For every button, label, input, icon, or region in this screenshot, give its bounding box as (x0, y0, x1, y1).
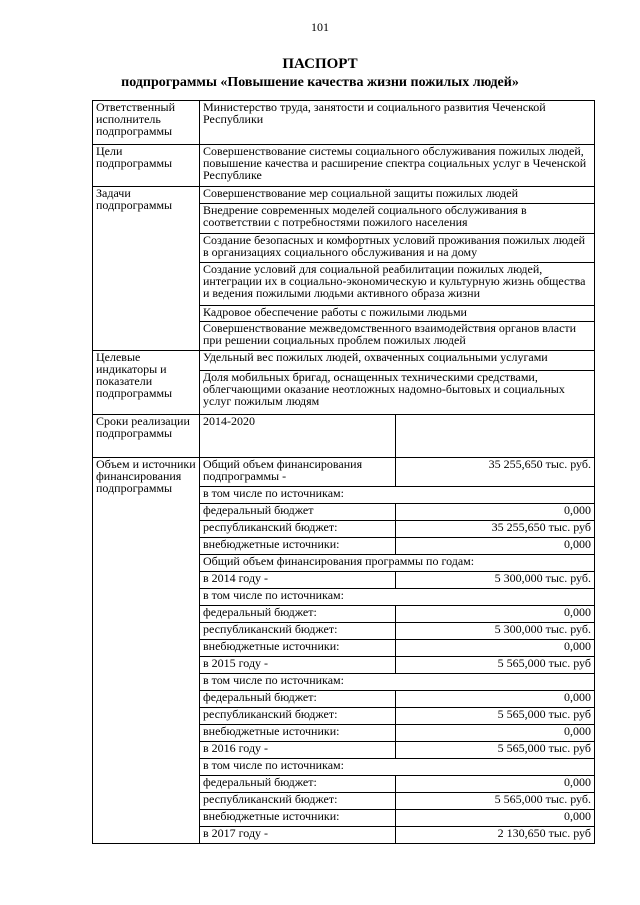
year-federal-value: 0,000 (396, 776, 595, 793)
year-value: 5 565,000 тыс. руб (396, 657, 595, 674)
task-item: Создание безопасных и комфортных условий проживания пожилых людей в организациях социального обслуживания и на дому (200, 234, 595, 263)
year-offbudget-label: внебюджетные источники: (200, 725, 396, 742)
year-republic-label: республиканский бюджет: (200, 708, 396, 725)
task-item: Внедрение современных моделей социального обслуживания в соответствии с потребностями пожилого населения (200, 204, 595, 234)
task-item: Совершенствование мер социальной защиты пожилых людей (200, 187, 595, 204)
task-item: Кадровое обеспечение работы с пожилыми людьми (200, 306, 595, 322)
year-offbudget-value: 0,000 (396, 725, 595, 742)
year-republic-value: 5 565,000 тыс. руб. (396, 793, 595, 810)
year-offbudget-value: 0,000 (396, 640, 595, 657)
year-republic-value: 5 565,000 тыс. руб (396, 708, 595, 725)
year-offbudget-label: внебюджетные источники: (200, 810, 396, 827)
row-label-indicators: Целевые индикаторы и показатели подпрограммы (93, 351, 200, 415)
year-value: 2 130,650 тыс. руб (396, 827, 595, 844)
table-row (93, 458, 595, 487)
row-label-goals: Цели подпрограммы (93, 145, 200, 187)
funding-sources-heading: в том числе по источникам: (200, 487, 595, 504)
table-row (93, 145, 595, 187)
year-federal-value: 0,000 (396, 691, 595, 708)
year-federal-label: федеральный бюджет: (200, 691, 396, 708)
row-value-terms: 2014-2020 (200, 415, 396, 458)
row-label-terms: Сроки реализации подпрограммы (93, 415, 200, 458)
year-federal-label: федеральный бюджет: (200, 776, 396, 793)
year-value: 5 300,000 тыс. руб. (396, 572, 595, 589)
passport-table (92, 100, 595, 844)
year-republic-label: республиканский бюджет: (200, 793, 396, 810)
table-row (93, 415, 595, 458)
year-label: в 2015 году - (200, 657, 396, 674)
funding-offbudget-label: внебюджетные источники: (200, 538, 396, 555)
row-label-executor: Ответственный исполнитель подпрограммы (93, 101, 200, 145)
year-label: в 2014 году - (200, 572, 396, 589)
page-subtitle: подпрограммы «Повышение качества жизни пожилых людей» (121, 75, 519, 90)
funding-republic-label: республиканский бюджет: (200, 521, 396, 538)
row-label-tasks: Задачи подпрограммы (93, 187, 200, 351)
funding-total-value: 35 255,650 тыс. руб. (396, 458, 595, 487)
year-federal-value: 0,000 (396, 606, 595, 623)
year-value: 5 565,000 тыс. руб (396, 742, 595, 759)
task-item: Создание условий для социальной реабилитации пожилых людей, интеграции их в социально-экономическую и культурную жизнь общества и ведения пожилыми людьми активного образа жизни (200, 263, 595, 306)
row-value-executor: Министерство труда, занятости и социального развития Чеченской Республики (200, 101, 595, 145)
year-offbudget-label: внебюджетные источники: (200, 640, 396, 657)
year-label: в 2017 году - (200, 827, 396, 844)
table-row (93, 187, 595, 204)
year-republic-label: республиканский бюджет: (200, 623, 396, 640)
year-federal-label: федеральный бюджет: (200, 606, 396, 623)
empty-cell (396, 415, 595, 458)
row-value-goals: Совершенствование системы социального обслуживания пожилых людей, повышение качества и расширение спектра социальных услуг в Чеченской Республике (200, 145, 595, 187)
table-row (93, 351, 595, 371)
year-sources-heading: в том числе по источникам: (200, 759, 595, 776)
row-label-funding: Объем и источники финансирования подпрограммы (93, 458, 200, 844)
page-number: 101 (311, 20, 329, 34)
indicator-item: Доля мобильных бригад, оснащенных техническими средствами, облегчающими оказание неотложных надомно-бытовых и социальных услуг пожилым людям (200, 371, 595, 415)
funding-federal-value: 0,000 (396, 504, 595, 521)
funding-federal-label: федеральный бюджет (200, 504, 396, 521)
year-label: в 2016 году - (200, 742, 396, 759)
funding-offbudget-value: 0,000 (396, 538, 595, 555)
page-title: ПАСПОРТ (282, 56, 358, 72)
funding-total-label: Общий объем финансирования подпрограммы - (200, 458, 396, 487)
table-row (93, 101, 595, 145)
year-sources-heading: в том числе по источникам: (200, 674, 595, 691)
year-offbudget-value: 0,000 (396, 810, 595, 827)
indicator-item: Удельный вес пожилых людей, охваченных социальными услугами (200, 351, 595, 371)
year-sources-heading: в том числе по источникам: (200, 589, 595, 606)
funding-years-heading: Общий объем финансирования программы по годам: (200, 555, 595, 572)
year-republic-value: 5 300,000 тыс. руб. (396, 623, 595, 640)
task-item: Совершенствование межведомственного взаимодействия органов власти при решении социальных проблем пожилых людей (200, 322, 595, 351)
funding-republic-value: 35 255,650 тыс. руб (396, 521, 595, 538)
